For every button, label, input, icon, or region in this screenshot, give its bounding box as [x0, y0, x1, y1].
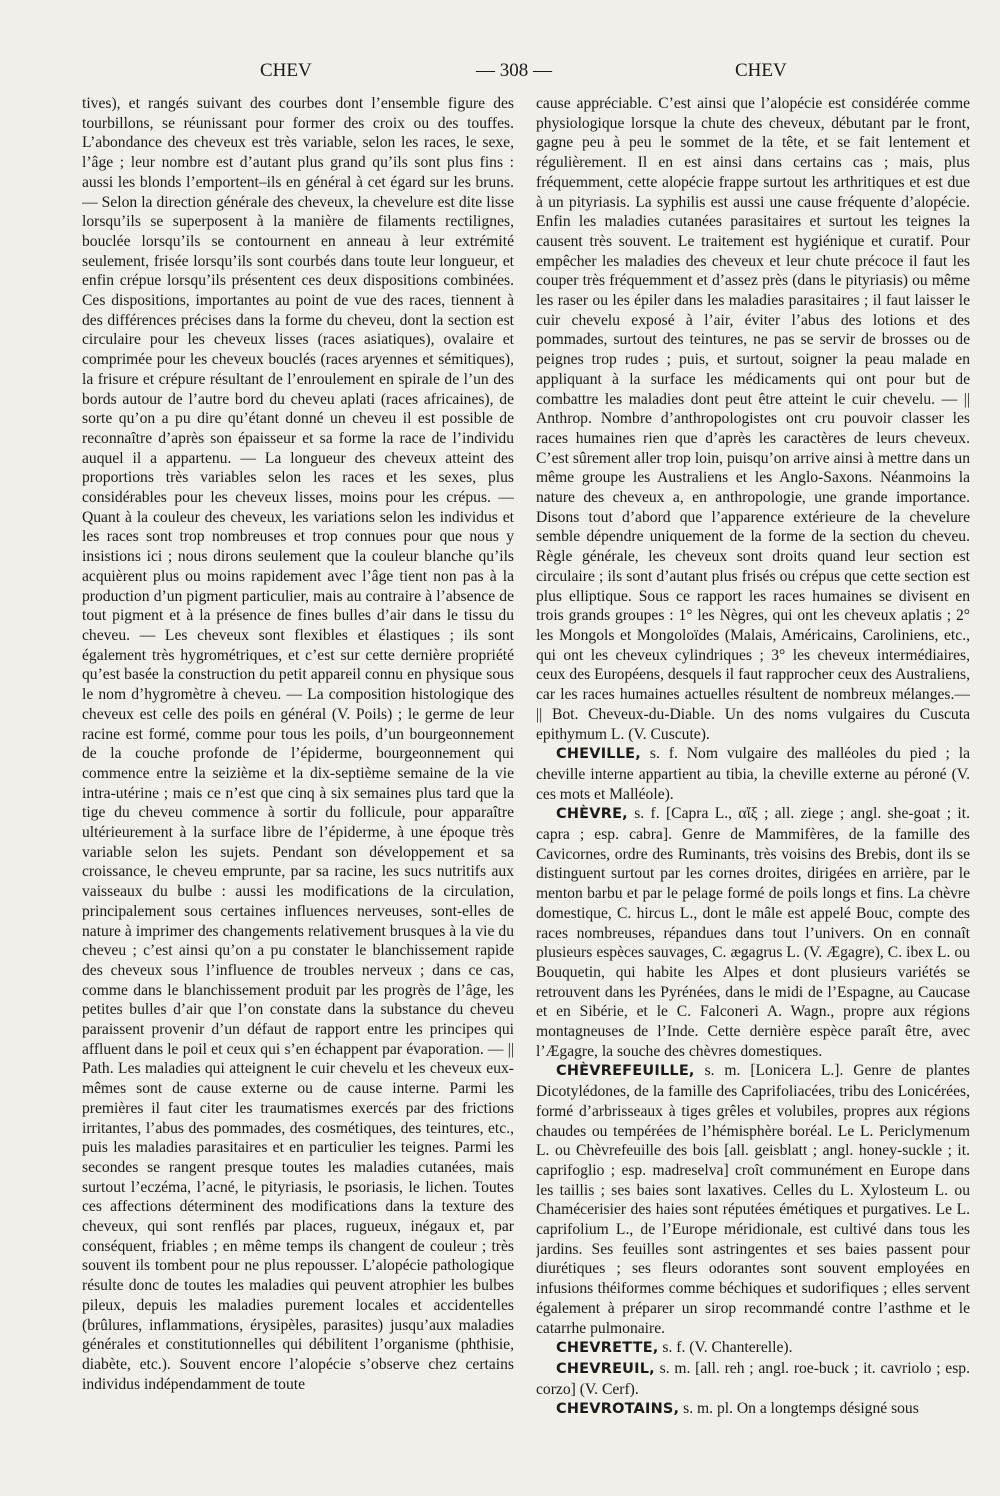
entry-chevrette [536, 1338, 970, 1359]
entry-chevre [536, 804, 970, 1061]
running-head [0, 60, 1000, 88]
chevelure-text: tives), et rangés suivant des courbes dont l’ensemble figure des tourbillons, se réunissant pour former des croix ou des touffes. L’abondance des cheveux est très variable, selon les races, le sexe, l’âge ; leur nombre est d’autant plus grand qu’ils sont plus fins : aussi les blonds l’emportent–ils en général à cet égard sur les bruns. — Selon la direction générale des cheveux, la chevelure est dite lisse lorsqu’ils se superposent à la manière de filaments rectilignes, bouclée lorsqu’ils se contournent en anneau à leur extrémité seulement, frisée lorsqu’ils sont courbés dans toute leur longueur, et enfin crépue lorsqu’ils présentent ces deux dispositions combinées. Ces dispositions, importantes au point de vue des races, tiennent à des différences précises dans la forme du cheveu, dont la section est circulaire pour les cheveux lisses (races asiatiques), ovalaire et comprimée pour les cheveux bouclés (races aryennes et sémitiques), la frisure et crépure résultant de l’enroulement en spirale de l’un des bords autour de l’autre bord du cheveu aplati (races africaines), de sorte qu’on a pu dire qu’étant donné un cheveu il est possible de reconnaître d’après son épaisseur et sa forme la race de l’individu auquel il a appartenu. — La longueur des cheveux atteint des proportions très variables selon les races et les sexes, plus considérables pour les cheveux lisses, moins pour les crépus. — Quant à la couleur des cheveux, les variations selon les individus et les races sont trop nombreuses et trop connues pour que nous y insistions ici ; nous dirons seulement que la couleur blanche qu’ils acquièrent plus ou moins rapidement avec l’âge tient non pas à la production d’un pigment particulier, mais au contraire à l’absence de tout pigment et à la présence de fines bulles d’air dans le tissu du cheveu. — Les cheveux sont flexibles et élastiques ; ils sont également très hygrométriques, et c’est sur cette dernière propriété qu’est basée la construction du petit appareil connu en physique sous le nom d’hygromètre à cheveu. — La composition histologique des cheveux est celle des poils en général (V. Poils) ; le germe de leur racine est formé, comme pour tous les poils, d’un bourgeonnement de la couche profonde de l’épiderme, bourgeonnement qui commence entre la seizième et la dix-septième semaine de la vie intra-utérine ; mais ce n’est que cinq à six semaines plus tard que la tige du cheveu commence à sortir du follicule, pour apparaître ultérieurement à la surface libre de l’épiderme, à une époque très variable selon les sujets. Pendant son développement et sa croissance, le cheveu emprunte, par sa racine, les sucs nutritifs aux vaisseaux du bulbe : aussi les modifications de la circulation, principalement sous certaines influences nerveuses, sont-elles de nature à imprimer des changements relativement brusques à la vie du cheveu ; c’est ainsi qu’on a pu constater le blanchissement rapide des cheveux sous l’influence de troubles nerveux ; dans ce cas, comme dans le blanchissement produit par les progrès de l’âge, les petites bulles d’air que l’on constate dans la substance du cheveu paraissent provenir d’un défaut de rapport entre les principes qui affluent dans le poil et ceux qui s’en échappent par évaporation. — || Path. Les maladies qui atteignent le cuir chevelu et les cheveux eux-mêmes sont de cause externe ou de cause interne. Parmi les premières il faut citer les traumatismes exercés par des frictions irritantes, l’abus des pommades, des cosmétiques, des teintures, etc., puis les maladies parasitaires et en particulier les teignes. Parmi les secondes se rangent presque toutes les maladies cutanées, mais surtout l’eczéma, l’acné, le pityriasis, le psoriasis, le lichen. Toutes ces affections déterminent des modifications dans la texture des cheveux, qui sont renflés par places, rugueux, inégaux et, par conséquent, friables ; en même temps ils changent de couleur ; très souvent ils tombent pour ne plus repousser. L’alopécie pathologique résulte donc de toutes les maladies qui peuvent atrophier les bulbes pileux, depuis les maladies purement locales et accidentelles (brûlures, inflammations, érysipèles, parasites) jusqu’aux maladies générales et constitutionnelles qui débilitent l’organisme (phthisie, diabète, etc.). Souvent encore l’alopécie s’observe chez certains individus indépendamment de toute [82, 95, 514, 1393]
entry-chevreuil [536, 1359, 970, 1399]
headword: CHEVREUIL, [556, 1361, 655, 1377]
entry-text: s. m. pl. On a longtemps désigné sous [683, 1400, 919, 1418]
entry-chevrotains [536, 1399, 970, 1420]
headword: CHEVILLE, [556, 746, 641, 763]
entry-chevrefeuille [536, 1061, 970, 1338]
left-column [82, 94, 514, 1484]
entry-text: s. f. [Capra L., αἴξ ; all. ziege ; angl. she-goat ; it. capra ; esp. cabra]. Genre de Mammifères, de la famille des Cavicornes, ordre des Ruminants, très voisins des Brebis, dont ils se distinguent surtout par les cornes droites, dirigées en arrière, par le menton barbu et par le pelage formé de poils longs et fins. La chèvre domestique, C. hircus L., dont le mâle est appelé Bouc, compte des races nombreuses, répandues dans tout l’univers. On en connaît plusieurs espèces sauvages, C. ægagrus L. (V. Ægagre), C. ibex L. ou Bouquetin, qui habite les Alpes et dont plusieurs variétés se retrouvent dans les Pyrénées, dans le midi de l’Espagne, au Caucase et en Sibérie, et le C. Falconeri A. Wagn., propre aux régions montagneuses de l’Inde. Cette dernière espèce paraît être, avec l’Ægagre, la souche des chèvres domestiques. [536, 805, 970, 1060]
running-head-right: CHEV [735, 60, 787, 81]
headword: CHEVRETTE, [556, 1340, 659, 1357]
chevelure-continuation: cause appréciable. C’est ainsi que l’alopécie est considérée comme physiologique lorsque la chute des cheveux, débutant par le front, gagne peu à peu le sommet de la tête, et se fait lentement et régulièrement. Il en est ainsi dans certains cas ; mais, plus fréquemment, cette alopécie frappe surtout les arthritiques et est due à un pityriasis. La syphilis est aussi une cause fréquente d’alopécie. Enfin les maladies cutanées parasitaires et surtout les teignes la causent très souvent. Le traitement est hygiénique et curatif. Pour empêcher les maladies des cheveux et leur chute précoce il faut les couper très fréquemment et d’assez près (dans le pityriasis) ou même les raser ou les épiler dans les maladies parasitaires ; il faut laisser le cuir chevelu exposé à l’air, éviter l’abus des lotions et des pommades, surtout des teintures, ne pas se servir de brosses ou de peignes trop rudes ; puis, et surtout, soigner la peau malade en appliquant à la surface les médicaments qui ont pour but de combattre les maladies dont peut être atteint le cuir chevelu. — || Anthrop. Nombre d’anthropologistes ont cru pouvoir classer les races humaines rien que d’après les caractères de leurs cheveux. C’est sûrement aller trop loin, puisqu’on arrive ainsi à mettre dans un même groupe les Australiens et les Anglo-Saxons. Néanmoins la nature des cheveux a, en anthropologie, une grande importance. Disons tout d’abord que l’apparence extérieure de la chevelure semble dépendre uniquement de la forme de la section du cheveu. Règle générale, les cheveux sont droits quand leur section est circulaire ; ils sont d’autant plus frisés ou crépus que cette section est plus elliptique. Sous ce rapport les races humaines se divisent en trois grands groupes : 1° les Nègres, qui ont les cheveux aplatis ; 2° les Mongols et Mongoloïdes (Malais, Américains, Caroliniens, etc., qui ont les cheveux cylindriques ; 3° les cheveux intermédiaires, ceux des Européens, desquels il faut rapprocher ceux des Australiens, car les races humaines actuelles résultent de nombreux mélanges.— || Bot. Cheveux-du-Diable. Un des noms vulgaires du Cuscuta epithymum L. (V. Cuscute). [536, 95, 970, 743]
entry-text: s. f. Nom vulgaire des malléoles du pied ; la cheville interne appartient au tibia, la cheville externe au péroné (V. ces mots et Malléole). [536, 745, 970, 803]
running-head-left: CHEV [260, 60, 312, 81]
right-column [536, 94, 970, 1484]
entry-text: s. m. [all. reh ; angl. roe-buck ; it. cavriolo ; esp. corzo] (V. Cerf). [536, 1360, 970, 1398]
page-number: — 308 — [476, 60, 552, 81]
headword: CHÈVREFEUILLE, [556, 1063, 695, 1080]
headword: CHÈVRE, [556, 806, 628, 823]
entry-text: s. m. [Lonicera L.]. Genre de plantes Dicotylédones, de la famille des Caprifoliacées, tribu des Lonicérées, formé d’arbrisseaux à tiges grêles et volubiles, propres aux régions chaudes ou tempérées de l’hémisphère boréal. Le L. Periclymenum L. ou Chèvrefeuille des bois [all. geisblatt ; angl. honey-suckle ; it. caprifoglio ; esp. madreselva] croît communément en Europe dans les taillis ; ses baies sont laxatives. Celles du L. Xylosteum L. ou Chamécerisier des haies sont réputées émétiques et purgatives. Le L. caprifolium L., de l’Europe méridionale, est cultivé dans tous les jardins. Ses feuilles sont astringentes et ses baies passent pour diurétiques ; ses fleurs odorantes sont souvent employées en infusions théiformes comme béchiques et sudorifiques ; elles servent également à préparer un sirop recommandé contre l’asthme et le catarrhe pulmonaire. [536, 1062, 970, 1337]
headword: CHEVROTAINS, [556, 1401, 680, 1418]
entry-text: s. f. (V. Chanterelle). [662, 1339, 793, 1357]
entry-cheville [536, 744, 970, 804]
